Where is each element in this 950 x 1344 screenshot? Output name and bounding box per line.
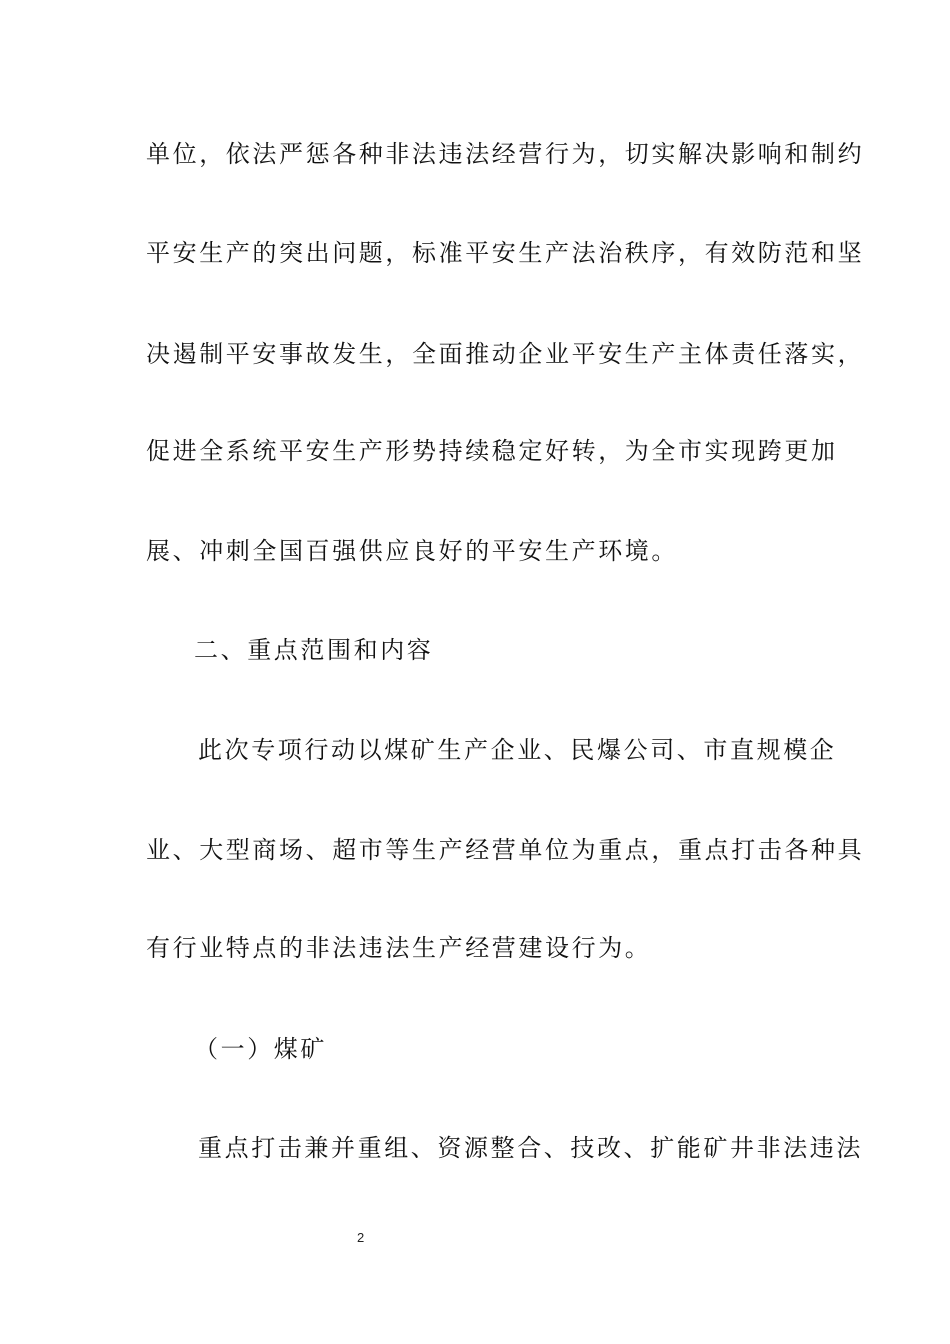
paragraph-start-line: 此次专项行动以煤矿生产企业、民爆公司、市直规模企 (198, 736, 837, 764)
section-heading: 二、重点范围和内容 (194, 636, 434, 664)
body-text-line: 展、冲刺全国百强供应良好的平安生产环境。 (146, 537, 678, 565)
page-number: 2 (357, 1230, 365, 1245)
body-text-line: 单位，依法严惩各种非法违法经营行为，切实解决影响和制约 (146, 140, 865, 168)
body-text-line: 决遏制平安事故发生，全面推动企业平安生产主体责任落实， (146, 340, 865, 368)
paragraph-start-line: 重点打击兼并重组、资源整合、技改、扩能矿井非法违法 (198, 1134, 863, 1162)
body-text-line: 平安生产的突出问题，标准平安生产法治秩序，有效防范和坚 (146, 239, 865, 267)
body-text-line: 促进全系统平安生产形势持续稳定好转，为全市实现跨更加 (146, 437, 838, 465)
body-text-line: 有行业特点的非法违法生产经营建设行为。 (146, 934, 652, 962)
subsection-heading: （一）煤矿 (194, 1035, 327, 1063)
body-text-line: 业、大型商场、超市等生产经营单位为重点，重点打击各种具 (146, 836, 865, 864)
